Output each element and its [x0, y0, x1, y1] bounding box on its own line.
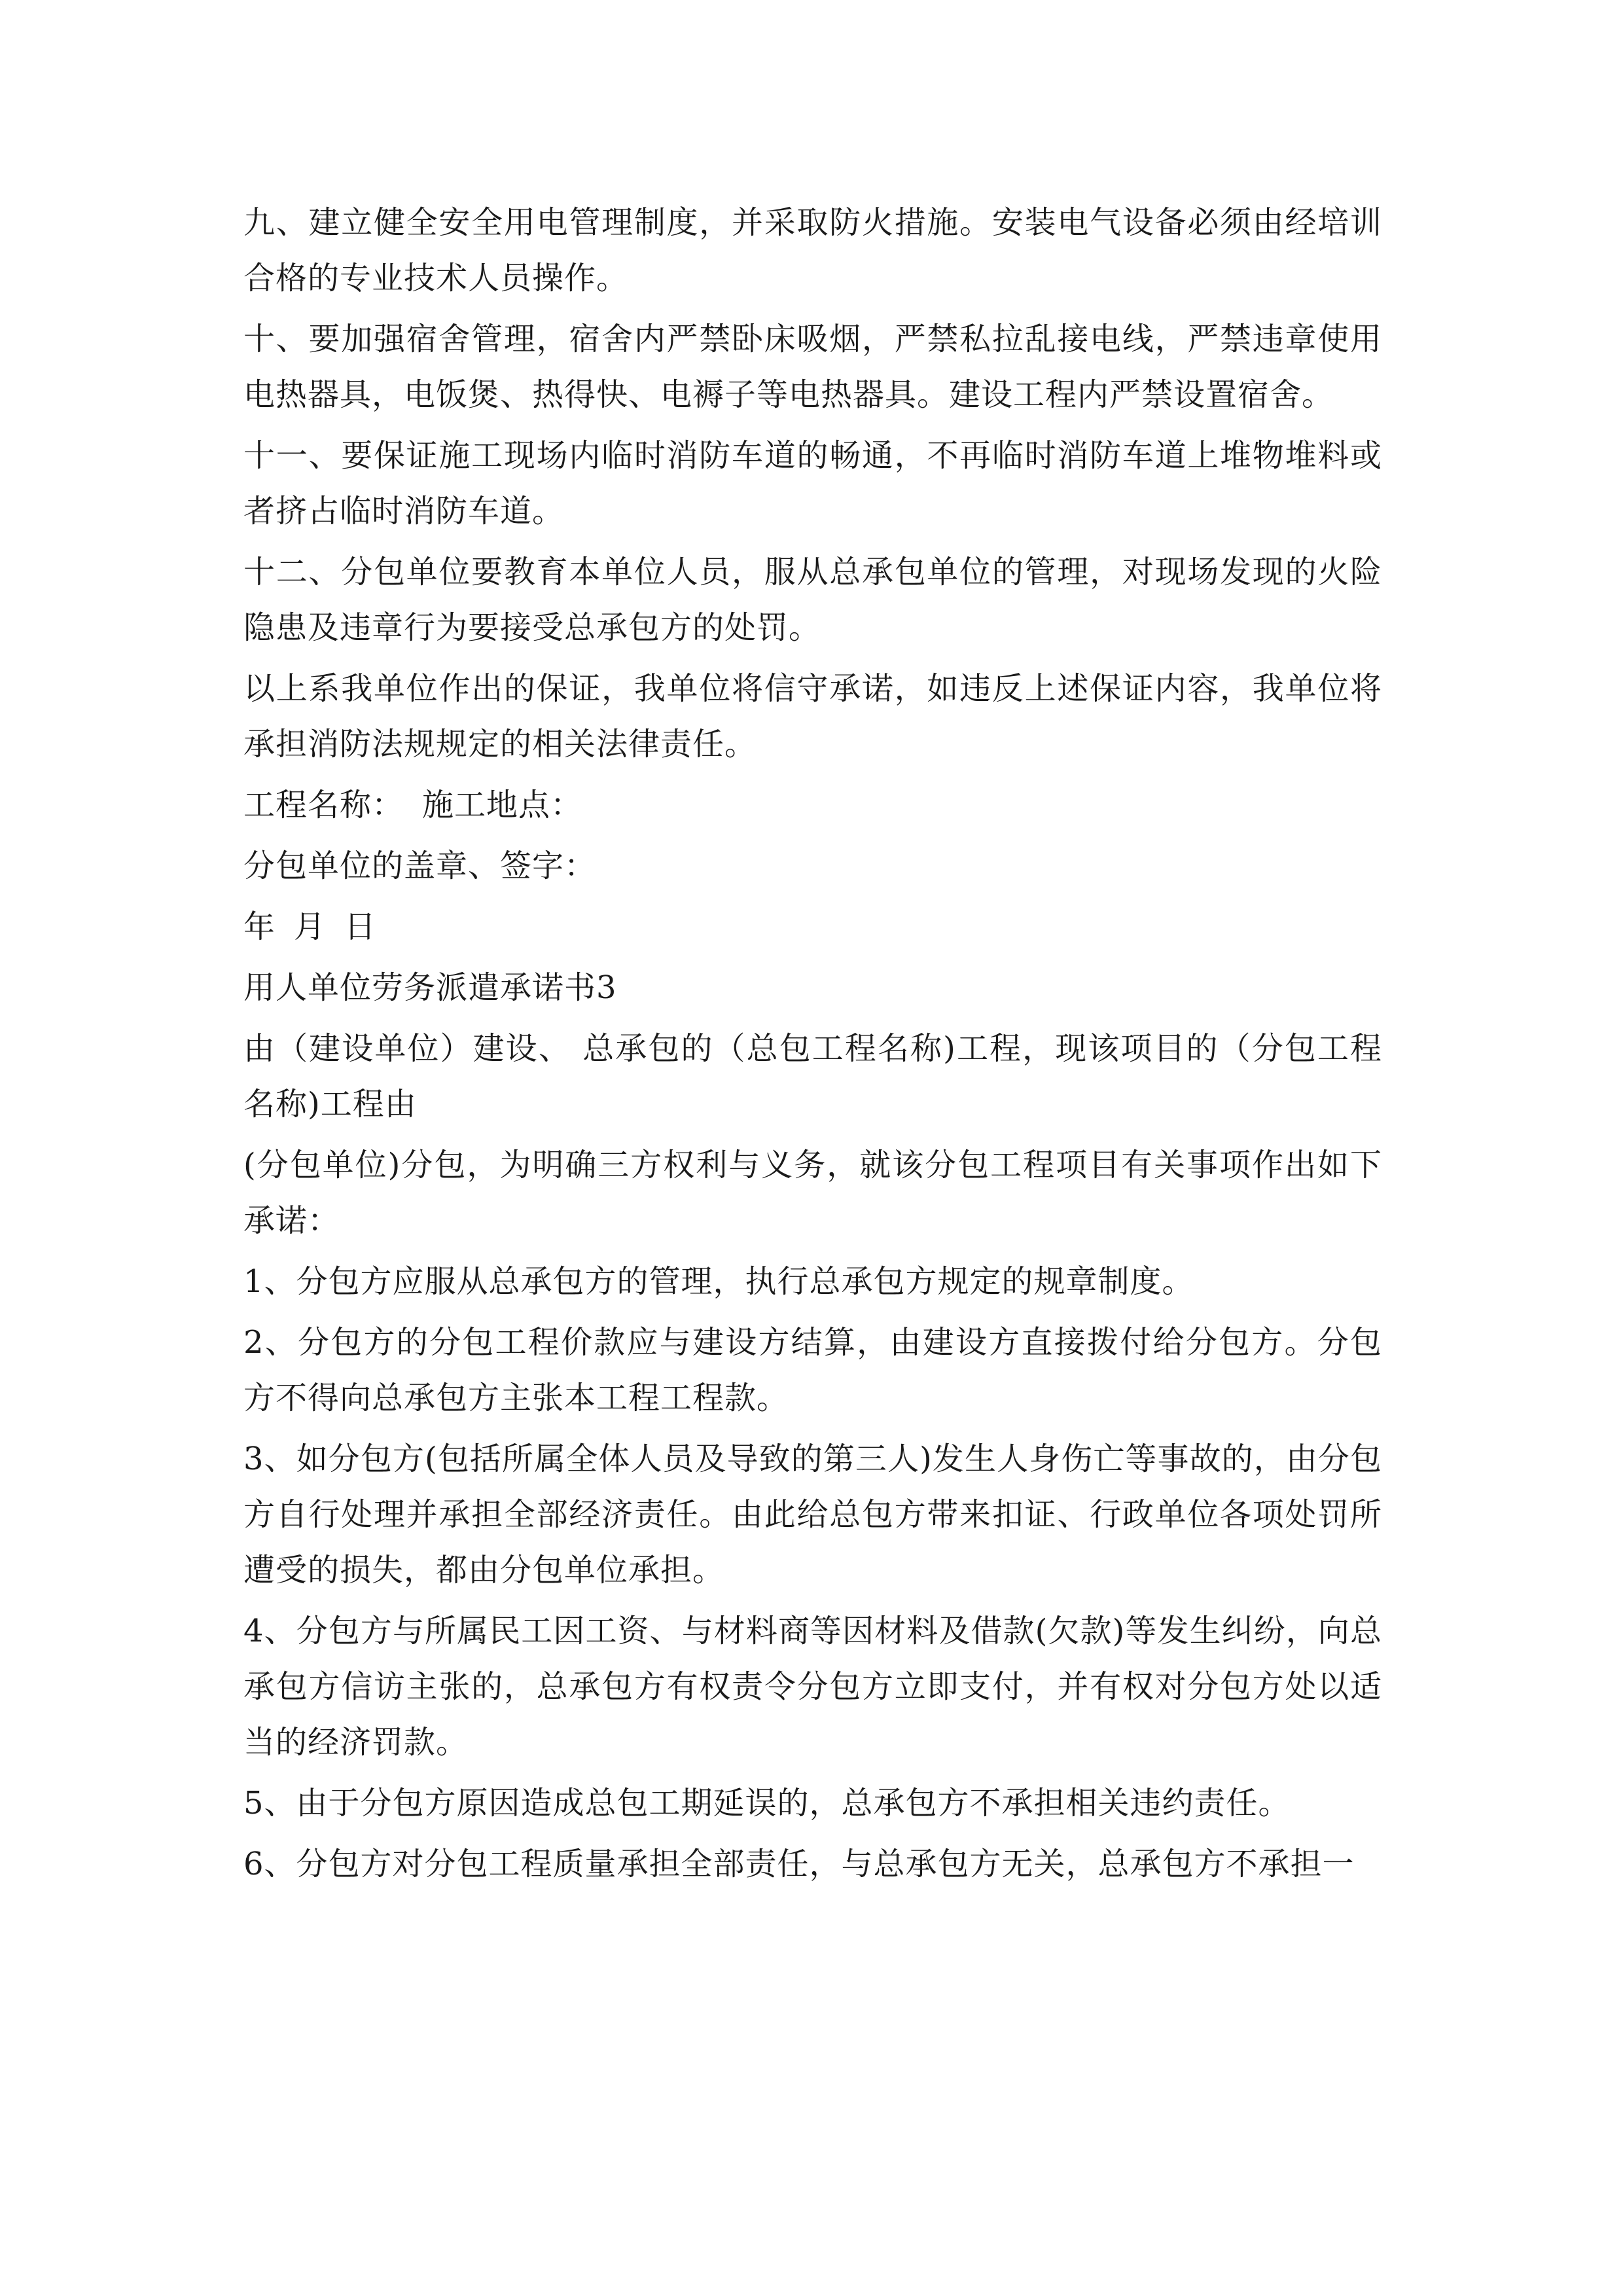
project-info-row	[243, 778, 1382, 833]
paragraph-12: 十二、分包单位要教育本单位人员，服从总承包单位的管理，对现场发现的火险隐患及违章行为要接受总承包方的处罚。	[243, 554, 1382, 646]
commitment-item-6: 6、分包方对分包工程质量承担全部责任，与总承包方无关，总承包方不承担一	[243, 1846, 1355, 1882]
commitment-item-2: 2、分包方的分包工程价款应与建设方结算，由建设方直接拨付给分包方。分包方不得向总承包方主张本工程工程款。	[243, 1324, 1382, 1416]
document-body	[243, 195, 1382, 1892]
intro-line-1: 由（建设单位）建设、 总承包的（总包工程名称)工程，现该项目的（分包工程名称)工程由	[243, 1030, 1382, 1122]
date-day: 日	[344, 908, 377, 945]
guarantee-statement: 以上系我单位作出的保证，我单位将信守承诺，如违反上述保证内容，我单位将承担消防法规规定的相关法律责任。	[243, 670, 1382, 762]
commitment-item-5: 5、由于分包方原因造成总包工期延误的，总承包方不承担相关违约责任。	[243, 1785, 1291, 1821]
commitment-item-4: 4、分包方与所属民工因工资、与材料商等因材料及借款(欠款)等发生纠纷，向总承包方信访主张的，总承包方有权责令分包方立即支付，并有权对分包方处以适当的经济罚款。	[243, 1613, 1382, 1761]
paragraph-9: 九、建立健全安全用电管理制度，并采取防火措施。安装电气设备必须由经培训合格的专业技术人员操作。	[243, 204, 1382, 296]
commitment-item-3: 3、如分包方(包括所属全体人员及导致的第三人)发生人身伤亡等事故的，由分包方自行处理并承担全部经济责任。由此给总包方带来扣证、行政单位各项处罚所遭受的损失，都由分包单位承担。	[243, 1441, 1382, 1588]
paragraph-10: 十、要加强宿舍管理，宿舍内严禁卧床吸烟，严禁私拉乱接电线，严禁违章使用电热器具，电饭煲、热得快、电褥子等电热器具。建设工程内严禁设置宿舍。	[243, 321, 1382, 413]
date-row	[243, 899, 1382, 955]
project-name-label: 工程名称：	[243, 787, 404, 823]
commitment-item-1: 1、分包方应服从总承包方的管理，执行总承包方规定的规章制度。	[243, 1263, 1194, 1300]
intro-line-2: (分包单位)分包，为明确三方权利与义务，就该分包工程项目有关事项作出如下承诺：	[243, 1147, 1382, 1239]
paragraph-11: 十一、要保证施工现场内临时消防车道的畅通，不再临时消防车道上堆物堆料或者挤占临时消防车道。	[243, 437, 1382, 529]
seal-signature-label: 分包单位的盖章、签字：	[243, 848, 597, 884]
date-year: 年	[243, 908, 276, 945]
date-month: 月	[294, 908, 327, 945]
section-title: 用人单位劳务派遣承诺书3	[243, 969, 617, 1006]
site-label: 施工地点：	[422, 787, 583, 823]
